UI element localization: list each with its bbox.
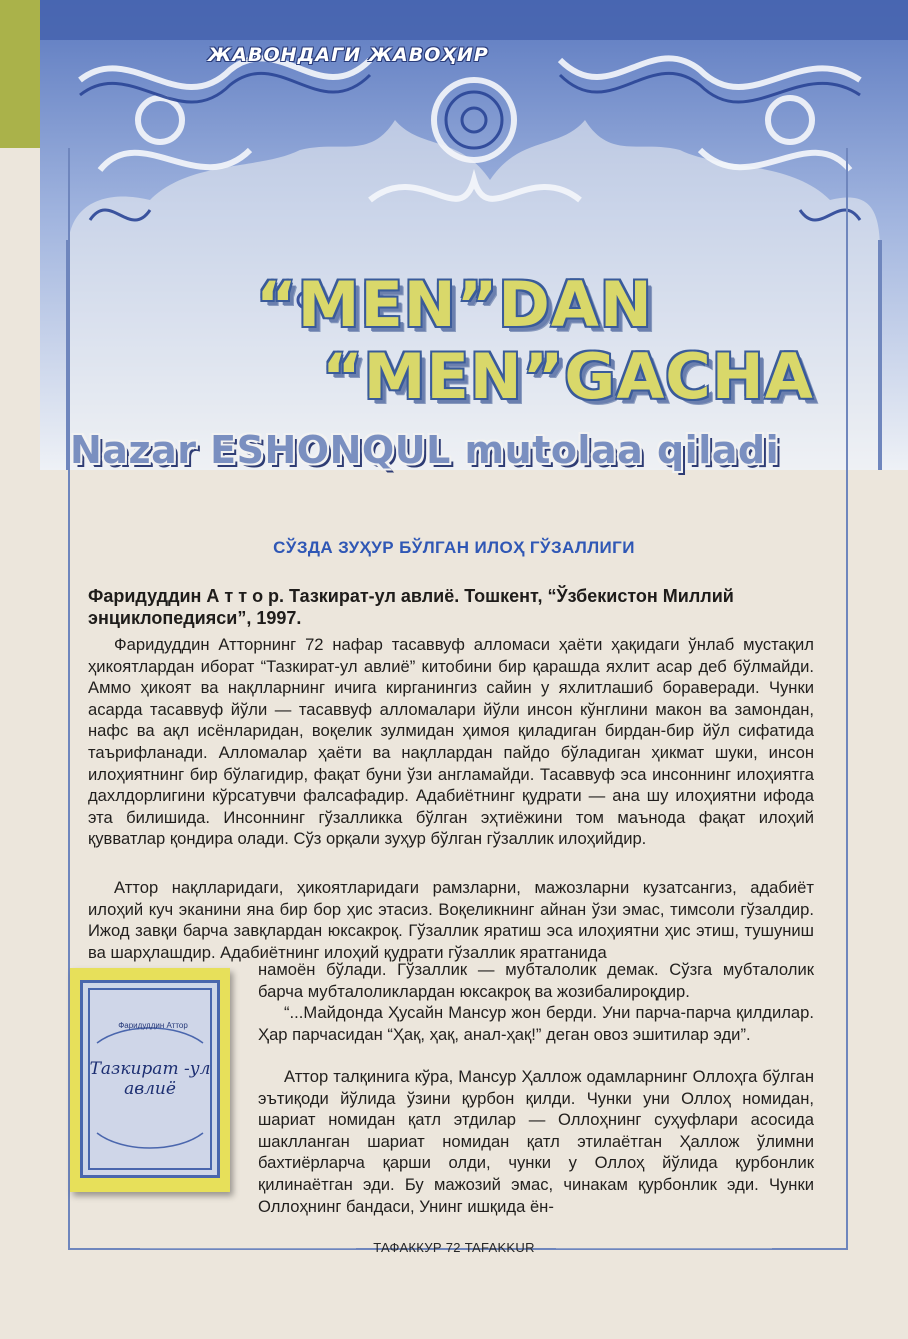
- section-label: ЖАВОНДАГИ ЖАВОҲИР: [208, 44, 489, 66]
- page-footer: ТАФАККУР 72 TAFAKKUR: [373, 1240, 535, 1255]
- byline: Nazar ESHONQUL mutolaa qiladi: [70, 428, 780, 472]
- article-heading: СЎЗДА ЗУҲУР БЎЛГАН ИЛОҲ ГЎЗАЛЛИГИ: [273, 538, 635, 557]
- paragraph-5: Аттор талқинига кўра, Мансур Ҳаллож одамларнинг Оллоҳга бўлган эътиқоди йўлида ўзини қурбон қилди. Чунки уни Оллоҳ номидан, шариат номидан қатл этдилар — Оллоҳнинг суҳуфлари асосида шаклланган шариат номидан қатл этилаётган Ҳаллож ўлимни бахтиёрларча қарши олди, чунки у Оллоҳ йўлида қурбонлик қилинаётган эди. Бу мажозий эмас, чинакам қурбонлик эди. Чунки Оллоҳнинг бандаси, Унинг ишқида ён-: [258, 1067, 814, 1216]
- paragraph-3: намоён бўлади. Гўзаллик — мубталолик демак. Сўзга мубталолик барча мубталоликлардан юксакроқ ва жозибалироқдир.: [258, 960, 814, 1001]
- paragraph-1: Фаридуддин Атторнинг 72 нафар тасаввуф алломаси ҳаёти ҳақидаги ўнлаб мустақил ҳикоятлардан иборат “Тазкират-ул авлиё” китобини бир қарашда яхлит асар деб бўлмайди. Аммо ҳикоят ва нақлларнинг ичига кирганингиз сайин у яхлитлашиб бораверади. Чунки асарда тасаввуф йўли — тасаввуф алломалари йўли инсон кўнглини макон ва замондан, нафс ва ақл исёнларидан, воқелик зулмидан ҳимоя қиладиган бирдан-бир йўл сифатида таърифланади. Алломалар ҳаёти ва нақллардан пайдо бўладиган ҳикмат шуки, инсон илоҳиятнинг бир бўлагидир, фақат буни ўзи англамайди. Тасаввуф эса инсоннинг илоҳиятга дахлдорлигини кўрсатувчи фалсафадир. Адабиётнинг қудрати — ана шу илоҳиятни ифода эта билишида. Инсоннинг гўзалликка бўлган эҳтиёжини том маънода фақат илоҳий қувватлар қондира олади. Сўз орқали зуҳур бўлган гўзаллик илоҳийдир.: [88, 635, 814, 849]
- green-margin-strip: [0, 0, 40, 148]
- title-line-2: “MEN”GACHA: [322, 340, 814, 413]
- paragraph-2: Аттор нақлларидаги, ҳикоятларидаги рамзларни, мажозларни кузатсангиз, адабиёт илоҳий куч эканини яна бир бор ҳис этасиз. Воқеликнинг айнан ўзи эмас, тимсоли гўзалдир. Ижод завқи барча завқлардан юксакроқ. Гўзаллик яратиш эса илоҳиятни ҳис этиш, тушуниш ва шарҳлашдир. Адабиётнинг илоҳий қудрати гўзаллик яратганида: [88, 878, 814, 962]
- book-reference: Фаридуддин А т т о р. Тазкират-ул авлиё. Тошкент, “Ўзбекистон Миллий энциклопедияси”, 1997.: [88, 586, 734, 628]
- title-line-1: “MEN”DAN: [256, 268, 653, 341]
- book-cover-frame: [80, 980, 220, 1178]
- book-author: Фаридуддин Аттор: [118, 1021, 188, 1030]
- quote-paragraph: “...Майдонда Ҳусайн Мансур жон берди. Уни парча-парча қилдилар. Ҳар парчасидан “Ҳақ, ҳақ, анал-ҳақ!” деган овоз эшитилар эди”.: [258, 1003, 814, 1044]
- book-cover-image: [70, 968, 230, 1192]
- book-title: Тазкират -ул авлиё: [89, 1059, 211, 1099]
